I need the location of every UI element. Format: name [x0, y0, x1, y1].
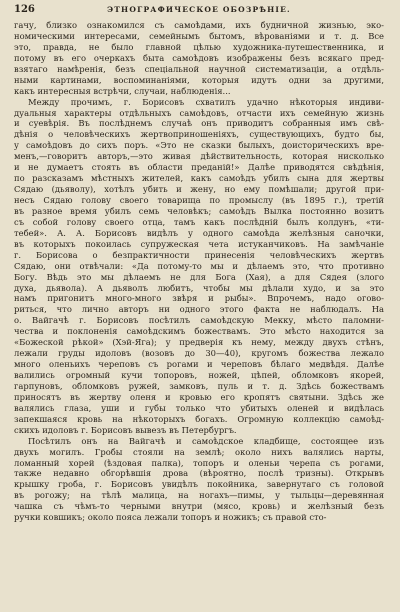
text-line: г. Борисова о безпрактичности принесенія человѣческихъ жертвъ — [14, 249, 384, 260]
text-line: какъ интересныя встрѣчи, случаи, наблюденія... — [14, 85, 231, 96]
text-line: гарпуновъ, обломковъ ружей, замковъ, пуль и т. д. Здѣсь божествамъ — [14, 380, 384, 391]
text-line: о. Вайгачѣ г. Борисовъ посѣтилъ самоѣдскую Мекку, мѣсто паломни- — [14, 315, 384, 326]
text-line: валились огромный кучи топоровъ, ножей, цѣпей, обломковъ якорей, — [14, 370, 384, 380]
text-line: въ которыхъ покоилась супружеская чета истуканчиковъ. На замѣчаніе — [14, 238, 384, 249]
text-line: Между прочимъ, г. Борисовъ схватилъ удачно нѣкоторыя индиви- — [28, 96, 384, 107]
text-line: двухъ могилъ. Гробы стояли на землѣ; около нихъ валялись нарты, — [14, 446, 384, 457]
text-line: менъ,—говоритъ авторъ,—это живая дѣйствительность, которая нисколько — [14, 151, 384, 162]
text-line: чашка съ чѣмъ-то черными внутри (мясо, кровь) и желѣзный безъ — [14, 501, 384, 512]
text-line: лежали груды идоловъ (возовъ до 30—40), кругомъ божества лежало — [14, 348, 384, 359]
text-line: у самоѣдовъ до сихъ поръ. «Это не сказки былыхъ, доисторическихъ вре- — [14, 140, 384, 151]
text-line: «Божеской рѣкой» (Хэй-Яга); у предверія къ нему, между двухъ стѣнъ, — [14, 337, 384, 348]
text-line: взятаго намѣренія, безъ спеціальной научной систематизаціи, а отдѣль- — [14, 63, 384, 74]
text-line: въ разное время убилъ семь человѣкъ; самоѣдъ Вылка постоянно возитъ — [14, 205, 384, 216]
text-line: ломанный хорей (ѣздовая палка), топоръ и оленьи черепа съ рогами, — [14, 457, 384, 468]
text-line: ручки ковшикъ; около пояса лежали топоръ и ножикъ; съ правой сто- — [14, 512, 327, 523]
text-line: гачу, близко ознакомился съ самоѣдами, ихъ будничной жизнью, эко- — [14, 20, 384, 30]
text-line: съ собой голову своего отца, тамъ какъ послѣдній былъ колдунъ, «ти- — [14, 216, 384, 227]
text-line: дѣнія о человѣческихъ жертвоприношеніяхъ, существующихъ, будто бы, — [14, 129, 384, 140]
text-line: намъ пригонитъ много-много звѣря и рыбы». Впрочемъ, надо огово- — [14, 293, 384, 304]
text-line: приносятъ въ жертву оленя и кровью его кропятъ святыни. Здѣсь же — [14, 391, 384, 402]
page-number: 126 — [14, 4, 35, 15]
text-line: потому въ его очеркахъ быта самоѣдовъ изображены безъ всякаго пред- — [14, 52, 384, 63]
text-line: по разсказамъ мѣстныхъ жителей, какъ самоѣдъ убилъ сына для жертвы — [14, 173, 384, 184]
text-line: въ рогожу; на тѣлѣ малица, на ногахъ—пимы, у тыльцы—деревянная — [14, 490, 384, 501]
text-line: риться, что лично авторъ ни одного этого факта не наблюдалъ. На — [14, 304, 384, 315]
text-line: духа, дьявола). А дьяволъ любитъ, чтобы мы дѣлали худо, и за это — [14, 282, 384, 293]
text-line: Сядаю (дьяволу), хотѣлъ убить и жену, но ему помѣшали; другой при- — [14, 184, 384, 195]
text-line: тебей». А. А. Борисовъ видѣлъ у одного самоѣда желѣзныя саночки, — [14, 227, 384, 238]
text-line: также недавно обгорѣвшія дрова (вѣроятно, послѣ тризны). Открывъ — [14, 468, 384, 479]
text-line: валялись глаза, уши и губы только что убитыхъ оленей и видѣлась — [14, 402, 384, 413]
page-header — [14, 4, 384, 18]
text-line: запекшаяся кровь на нѣкоторыхъ богахъ. Огромную коллекцію самоѣд- — [14, 413, 384, 424]
text-line: и суевѣрія. Въ послѣднемъ случаѣ онъ приводитъ собранныя имъ свѣ- — [14, 118, 384, 129]
text-line: крышку гроба, г. Борисовъ увидѣлъ покойника, завернутаго съ головой — [14, 479, 384, 490]
text-line: Богу. Вѣдь это мы дѣлаемъ не для Бога (Хая), а для Сядея (злого — [14, 271, 384, 282]
text-line: дуальныя характеры отдѣльныхъ самоѣдовъ, отчасти ихъ семейную жизнь — [14, 107, 384, 118]
text-line: номическими интересами, семейнымъ бытомъ, вѣрованіями и т. д. Все — [14, 30, 384, 41]
text-line: чества и поклоненія самоѣдскимъ божествамъ. Это мѣсто находится за — [14, 326, 384, 337]
text-line: это, правда, не было главной цѣлью художника-путешественника, и — [14, 41, 384, 52]
text-line: несъ Сядаю голову своего товарища по промыслу (въ 1895 г.), третій — [14, 195, 384, 205]
running-head-title: ЭТНОГРАФИЧЕСКОЕ ОБОЗРѢНІЕ. — [107, 5, 291, 14]
body-text — [14, 20, 384, 523]
text-line: скихъ идоловъ г. Борисовъ вывезъ въ Петербургъ. — [14, 424, 237, 435]
text-line: Посѣтилъ онъ на Вайгачѣ и самоѣдское кладбище, состоящее изъ — [28, 435, 384, 446]
text-line: Сядаю, они отвѣчали: «Да потому-то мы и дѣлаемъ это, что противно — [14, 260, 384, 271]
text-line: много оленьихъ череповъ съ рогами и череповъ бѣлаго медвѣдя. Далѣе — [14, 359, 384, 370]
text-line: и не думаетъ стоять въ области преданій!» Далѣе приводятся свѣдѣнія, — [14, 162, 384, 173]
text-line: ными картинами, воспоминаніями, которыя идутъ одни за другими, — [14, 74, 384, 85]
